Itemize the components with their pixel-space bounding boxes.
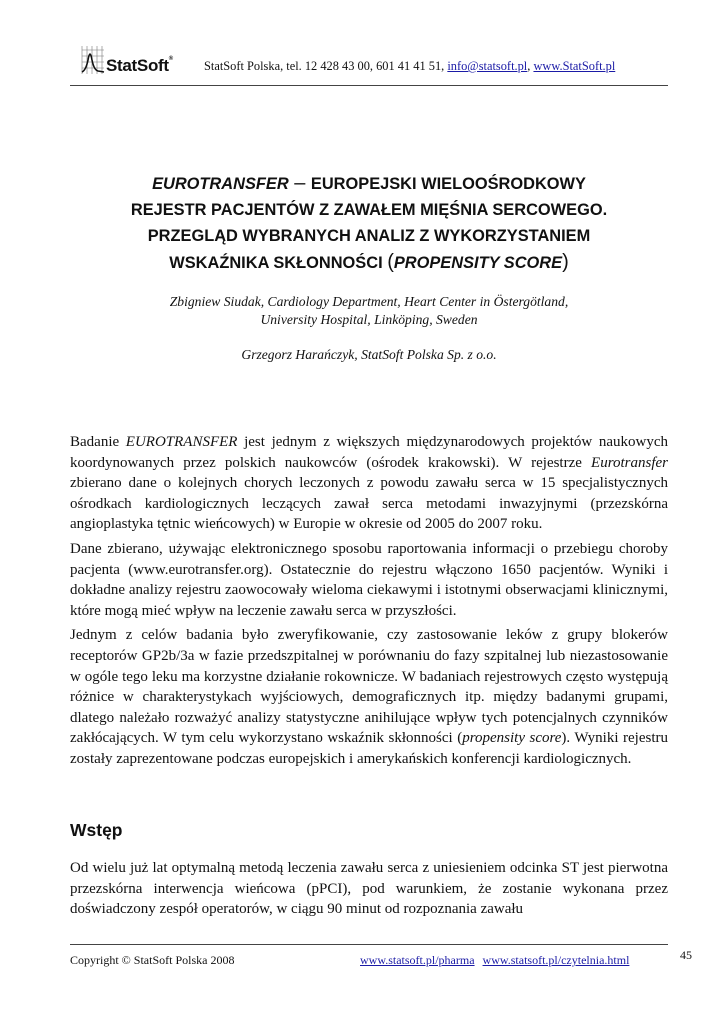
footer-divider [70,944,668,945]
page-number: 45 [680,948,692,962]
page-header [70,42,668,84]
header-divider [70,85,668,86]
paragraph-2: Dane zbierano, używając elektronicznego sposobu raportowania informacji o przebiegu choroby pacjenta (www.eurotransfer.org). Ostatecznie do rejestru włączono 1650 pacjentów. Wyniki i dokładne analizy rejestru zaowocowały wieloma ciekawymi i istotnymi obserwacjami klinicznymi, które mogą mieć wpływ na leczenie zawału serca w przyszłości. [70,540,668,619]
czytelnia-link[interactable]: www.statsoft.pl/czytelnia.html [482,953,630,967]
contact-info: StatSoft Polska, tel. 12 428 43 00, 601 41 41 51, info@statsoft.pl, www.StatSoft.pl [204,59,616,73]
footer-links [360,953,629,968]
section-body [70,858,668,920]
pharma-link[interactable]: www.statsoft.pl/pharma [360,953,475,967]
article-body [70,432,668,774]
section-heading: Wstęp [70,820,123,840]
website-link[interactable]: www.StatSoft.pl [533,59,616,73]
author-1-line-2: University Hospital, Linköping, Sweden [260,312,478,327]
authors [70,293,668,364]
copyright: Copyright © StatSoft Polska 2008 [70,953,235,967]
logo-text: StatSoft® [106,56,173,75]
section-paragraph-1: Od wielu już lat optymalną metodą leczenia zawału serca z uniesieniem odcinka ST jest pierwotna przezskórna interwencja wieńcowa (pPCI), pod warunkiem, że zostanie wykonana przez doświadczony zespół operatorów, w ciągu 90 minut od rozpoznania zawału [70,860,668,918]
author-2: Grzegorz Harańczyk, StatSoft Polska Sp. z o.o. [241,347,497,362]
paragraph-3: Jednym z celów badania było zweryfikowanie, czy zastosowanie leków z grupy blokerów receptorów GP2b/3a w fazie przedszpitalnej w porównaniu do fazy szpitalnej lub niezastosowanie w ogóle tego leku ma korzystne działanie rokownicze. W badaniach rejestrowych często występują różnice w charakterystykach wyjściowych, demograficznych itp. między badanymi grupami, dlatego należało rozważyć analizy statystyczne anihilujące wpływ tych potencjalnych czynników zakłócających. W tym celu wykorzystano wskaźnik skłonności (propensity score). Wyniki rejestru zostały zaprezentowane podczas europejskich i amerykańskich konferencji kardiologicznych. [70,627,668,767]
paragraph-1: Badanie EUROTRANSFER jest jednym z większych międzynarodowych projektów naukowych koordynowanych przez polskich naukowców (ośrodek krakowski). W rejestrze Eurotransfer zbierano dane o kolejnych chorych leczonych z powodu zawału serca w 15 specjalistycznych ośrodkach kardiologicznych leczących zawał serca metodami inwazyjnymi (przezskórna angioplastyka tętnic wieńcowych) w Europie w okresie od 2005 do 2007 roku. [70,434,668,533]
author-1-line-1: Zbigniew Siudak, Cardiology Department, Heart Center in Östergötland, [169,294,569,309]
article-title: EUROTRANSFER – EUROPEJSKI WIELOOŚRODKOWY REJESTR PACJENTÓW Z ZAWAŁEM MIĘŚNIA SERCOWEGO. PRZEGLĄD WYBRANYCH ANALIZ Z WYKORZYSTANIEM WSKAŹNIKA SKŁONNOŚCI (PROPENSITY SCORE) [130,172,608,273]
statsoft-logo [80,44,200,78]
statsoft-chart-icon [80,44,106,76]
email-link[interactable]: info@statsoft.pl [447,59,528,73]
